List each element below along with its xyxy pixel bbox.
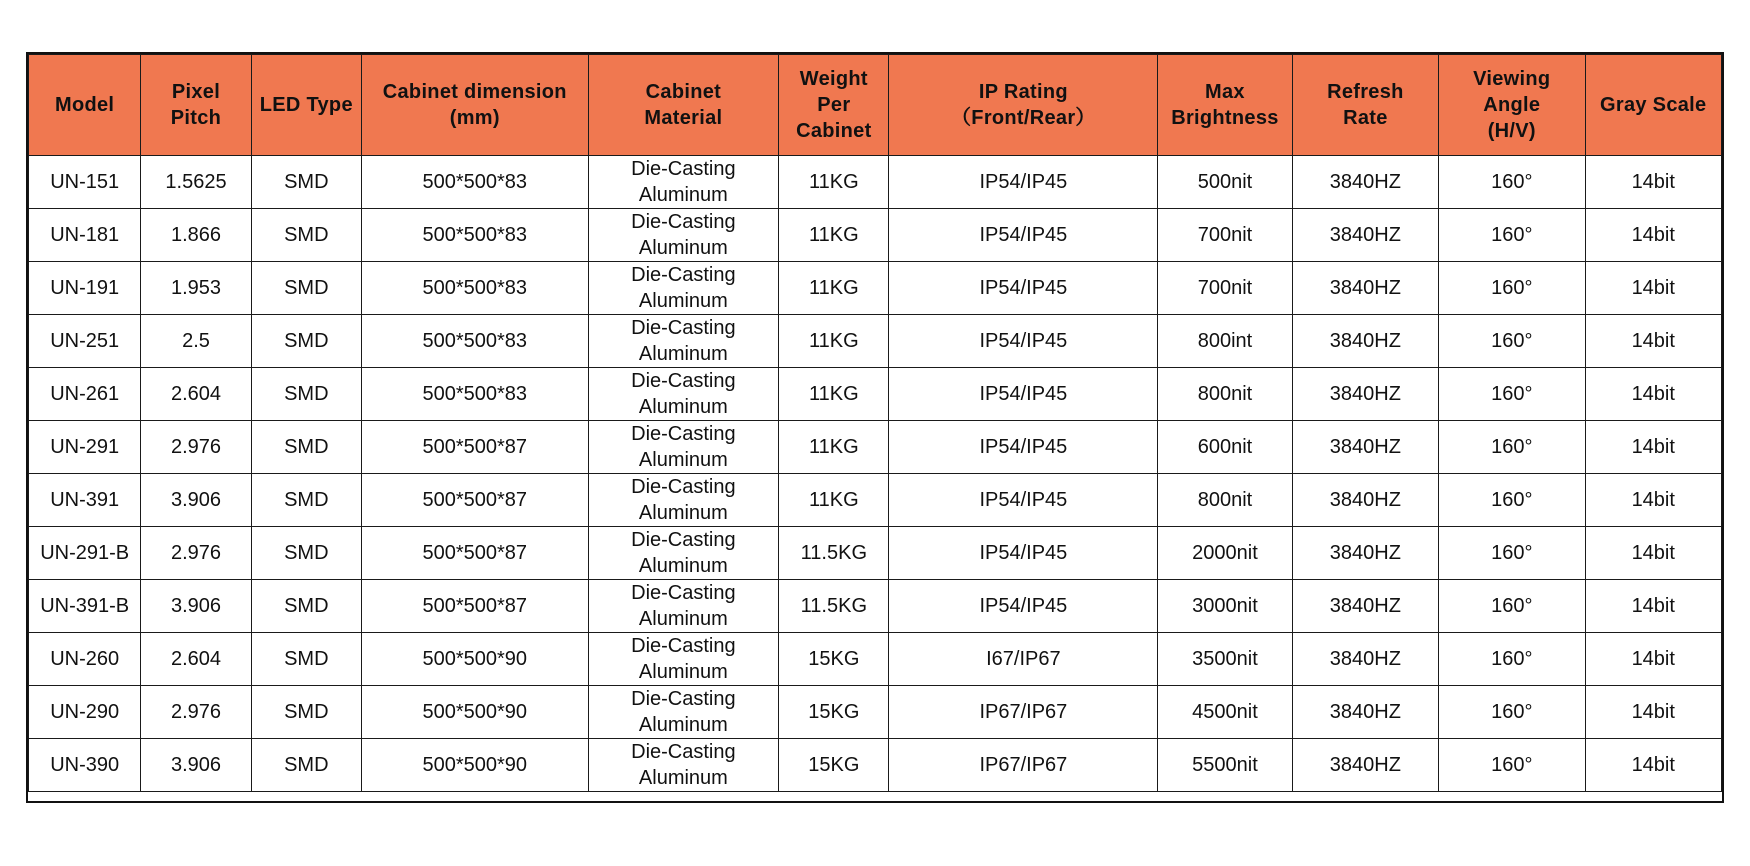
cell-pixel-pitch: 2.604 xyxy=(141,633,251,686)
cell-viewing-angle: 160° xyxy=(1439,527,1585,580)
cell-max-brightness: 800nit xyxy=(1158,474,1292,527)
header-label-line: (mm) xyxy=(449,107,500,129)
cell-model: UN-261 xyxy=(29,368,141,421)
material-line: Die-Casting xyxy=(631,264,736,286)
material-line: Die-Casting xyxy=(631,529,736,551)
table-row xyxy=(29,474,1722,527)
cell-led-type: SMD xyxy=(251,686,361,739)
cell-viewing-angle: 160° xyxy=(1439,209,1585,262)
cell-ip-rating: IP54/IP45 xyxy=(889,580,1158,633)
cell-gray-scale: 14bit xyxy=(1585,580,1722,633)
cell-weight: 15KG xyxy=(779,633,889,686)
cell-weight: 11KG xyxy=(779,209,889,262)
table-row xyxy=(29,421,1722,474)
cell-pixel-pitch: 2.976 xyxy=(141,421,251,474)
header-label-line: Viewing xyxy=(1473,68,1551,90)
cell-refresh-rate: 3840HZ xyxy=(1292,633,1438,686)
material-line: Die-Casting xyxy=(631,582,736,604)
cell-cabinet-material xyxy=(588,739,779,792)
cell-viewing-angle: 160° xyxy=(1439,580,1585,633)
material-line: Aluminum xyxy=(638,343,728,365)
cell-model: UN-390 xyxy=(29,739,141,792)
table-row xyxy=(29,262,1722,315)
cell-led-type: SMD xyxy=(251,209,361,262)
cell-refresh-rate: 3840HZ xyxy=(1292,580,1438,633)
header-viewing-angle xyxy=(1439,55,1585,156)
cell-model: UN-260 xyxy=(29,633,141,686)
cell-model: UN-181 xyxy=(29,209,141,262)
cell-model: UN-391 xyxy=(29,474,141,527)
cell-viewing-angle: 160° xyxy=(1439,368,1585,421)
cell-cabinet-dimension: 500*500*90 xyxy=(361,633,588,686)
material-line: Die-Casting xyxy=(631,211,736,233)
material-line: Die-Casting xyxy=(631,317,736,339)
cell-ip-rating: IP54/IP45 xyxy=(889,474,1158,527)
cell-ip-rating: IP67/IP67 xyxy=(889,739,1158,792)
cell-weight: 11KG xyxy=(779,156,889,209)
header-label-line: Brightness xyxy=(1171,107,1279,129)
cell-weight: 11KG xyxy=(779,368,889,421)
header-label-line: LED Type xyxy=(259,94,353,116)
cell-weight: 11KG xyxy=(779,474,889,527)
cell-pixel-pitch: 2.976 xyxy=(141,527,251,580)
cell-ip-rating: IP54/IP45 xyxy=(889,368,1158,421)
cell-weight: 11.5KG xyxy=(779,527,889,580)
cell-cabinet-material xyxy=(588,262,779,315)
cell-viewing-angle: 160° xyxy=(1439,262,1585,315)
cell-gray-scale: 14bit xyxy=(1585,686,1722,739)
header-label-line: Cabinet xyxy=(645,81,722,103)
material-line: Aluminum xyxy=(638,290,728,312)
cell-max-brightness: 700nit xyxy=(1158,209,1292,262)
table-row xyxy=(29,580,1722,633)
cell-weight: 11KG xyxy=(779,421,889,474)
header-weight-per-cabinet xyxy=(779,55,889,156)
cell-refresh-rate: 3840HZ xyxy=(1292,527,1438,580)
cell-max-brightness: 800int xyxy=(1158,315,1292,368)
material-line: Aluminum xyxy=(638,502,728,524)
cell-cabinet-dimension: 500*500*83 xyxy=(361,368,588,421)
header-pixel-pitch xyxy=(141,55,251,156)
cell-gray-scale: 14bit xyxy=(1585,739,1722,792)
material-line: Die-Casting xyxy=(631,688,736,710)
cell-gray-scale: 14bit xyxy=(1585,209,1722,262)
cell-ip-rating: IP67/IP67 xyxy=(889,686,1158,739)
table-body xyxy=(29,156,1722,792)
cell-gray-scale: 14bit xyxy=(1585,421,1722,474)
cell-cabinet-material xyxy=(588,633,779,686)
cell-model: UN-191 xyxy=(29,262,141,315)
cell-weight: 15KG xyxy=(779,686,889,739)
cell-led-type: SMD xyxy=(251,527,361,580)
cell-viewing-angle: 160° xyxy=(1439,315,1585,368)
cell-cabinet-dimension: 500*500*83 xyxy=(361,315,588,368)
material-line: Die-Casting xyxy=(631,423,736,445)
cell-led-type: SMD xyxy=(251,262,361,315)
spec-table-frame xyxy=(26,52,1724,803)
cell-cabinet-dimension: 500*500*87 xyxy=(361,580,588,633)
cell-model: UN-290 xyxy=(29,686,141,739)
cell-cabinet-material xyxy=(588,368,779,421)
cell-cabinet-dimension: 500*500*83 xyxy=(361,209,588,262)
cell-ip-rating: IP54/IP45 xyxy=(889,315,1158,368)
header-refresh-rate xyxy=(1292,55,1438,156)
cell-ip-rating: IP54/IP45 xyxy=(889,421,1158,474)
header-model xyxy=(29,55,141,156)
table-row xyxy=(29,739,1722,792)
header-label-line: Cabinet dimension xyxy=(382,81,567,103)
material-line: Aluminum xyxy=(638,714,728,736)
cell-max-brightness: 600nit xyxy=(1158,421,1292,474)
header-label-line: Pitch xyxy=(170,107,222,129)
cell-cabinet-material xyxy=(588,686,779,739)
table-row xyxy=(29,368,1722,421)
cell-pixel-pitch: 2.976 xyxy=(141,686,251,739)
cell-pixel-pitch: 1.5625 xyxy=(141,156,251,209)
cell-weight: 11.5KG xyxy=(779,580,889,633)
cell-cabinet-material xyxy=(588,527,779,580)
cell-led-type: SMD xyxy=(251,156,361,209)
material-line: Die-Casting xyxy=(631,158,736,180)
cell-max-brightness: 2000nit xyxy=(1158,527,1292,580)
header-label-line: (H/V) xyxy=(1487,120,1536,142)
header-led-type xyxy=(251,55,361,156)
table-row xyxy=(29,315,1722,368)
table-row xyxy=(29,527,1722,580)
header-label-line: Pixel xyxy=(171,81,221,103)
header-label-line: Material xyxy=(644,107,723,129)
cell-pixel-pitch: 2.604 xyxy=(141,368,251,421)
cell-weight: 15KG xyxy=(779,739,889,792)
header-row xyxy=(29,55,1722,156)
header-label-line: Cabinet xyxy=(796,120,872,142)
cell-cabinet-dimension: 500*500*83 xyxy=(361,156,588,209)
cell-viewing-angle: 160° xyxy=(1439,421,1585,474)
header-label-line: Per xyxy=(817,94,851,116)
material-line: Aluminum xyxy=(638,184,728,206)
cell-cabinet-material xyxy=(588,580,779,633)
cell-refresh-rate: 3840HZ xyxy=(1292,739,1438,792)
cell-refresh-rate: 3840HZ xyxy=(1292,315,1438,368)
cell-cabinet-dimension: 500*500*90 xyxy=(361,686,588,739)
cell-cabinet-material xyxy=(588,474,779,527)
table-row xyxy=(29,156,1722,209)
cell-cabinet-material xyxy=(588,421,779,474)
material-line: Die-Casting xyxy=(631,635,736,657)
cell-max-brightness: 3500nit xyxy=(1158,633,1292,686)
header-label-line: Model xyxy=(55,94,115,116)
material-line: Aluminum xyxy=(638,555,728,577)
cell-model: UN-391-B xyxy=(29,580,141,633)
header-label-line: Rate xyxy=(1343,107,1388,129)
header-gray-scale xyxy=(1585,55,1722,156)
cell-gray-scale: 14bit xyxy=(1585,633,1722,686)
cell-refresh-rate: 3840HZ xyxy=(1292,421,1438,474)
cell-cabinet-dimension: 500*500*87 xyxy=(361,527,588,580)
cell-max-brightness: 5500nit xyxy=(1158,739,1292,792)
cell-led-type: SMD xyxy=(251,633,361,686)
cell-max-brightness: 4500nit xyxy=(1158,686,1292,739)
cell-ip-rating: IP54/IP45 xyxy=(889,527,1158,580)
material-line: Aluminum xyxy=(638,661,728,683)
cell-cabinet-dimension: 500*500*90 xyxy=(361,739,588,792)
material-line: Die-Casting xyxy=(631,741,736,763)
cell-gray-scale: 14bit xyxy=(1585,315,1722,368)
cell-cabinet-material xyxy=(588,209,779,262)
cell-gray-scale: 14bit xyxy=(1585,474,1722,527)
cell-refresh-rate: 3840HZ xyxy=(1292,686,1438,739)
header-label-line: IP Rating xyxy=(978,81,1068,103)
cell-pixel-pitch: 3.906 xyxy=(141,580,251,633)
cell-gray-scale: 14bit xyxy=(1585,368,1722,421)
material-line: Aluminum xyxy=(638,449,728,471)
cell-cabinet-dimension: 500*500*87 xyxy=(361,421,588,474)
cell-viewing-angle: 160° xyxy=(1439,474,1585,527)
cell-led-type: SMD xyxy=(251,315,361,368)
header-label-line: Max xyxy=(1205,81,1245,103)
header-label-line: Weight xyxy=(799,68,868,90)
cell-viewing-angle: 160° xyxy=(1439,156,1585,209)
cell-cabinet-dimension: 500*500*87 xyxy=(361,474,588,527)
material-line: Die-Casting xyxy=(631,370,736,392)
cell-ip-rating: IP54/IP45 xyxy=(889,209,1158,262)
material-line: Aluminum xyxy=(638,767,728,789)
cell-gray-scale: 14bit xyxy=(1585,527,1722,580)
cell-led-type: SMD xyxy=(251,421,361,474)
material-line: Aluminum xyxy=(638,608,728,630)
cell-gray-scale: 14bit xyxy=(1585,156,1722,209)
cell-weight: 11KG xyxy=(779,315,889,368)
material-line: Aluminum xyxy=(638,396,728,418)
cell-pixel-pitch: 3.906 xyxy=(141,739,251,792)
cell-refresh-rate: 3840HZ xyxy=(1292,156,1438,209)
cell-model: UN-151 xyxy=(29,156,141,209)
cell-refresh-rate: 3840HZ xyxy=(1292,209,1438,262)
cell-pixel-pitch: 1.953 xyxy=(141,262,251,315)
cell-model: UN-291-B xyxy=(29,527,141,580)
header-label-line: Angle xyxy=(1483,94,1541,116)
material-line: Die-Casting xyxy=(631,476,736,498)
cell-cabinet-material xyxy=(588,315,779,368)
cell-refresh-rate: 3840HZ xyxy=(1292,474,1438,527)
header-label-line: Refresh xyxy=(1327,81,1404,103)
cell-max-brightness: 3000nit xyxy=(1158,580,1292,633)
header-label-line: Gray Scale xyxy=(1600,94,1707,116)
cell-led-type: SMD xyxy=(251,739,361,792)
cell-refresh-rate: 3840HZ xyxy=(1292,262,1438,315)
cell-model: UN-251 xyxy=(29,315,141,368)
cell-refresh-rate: 3840HZ xyxy=(1292,368,1438,421)
cell-ip-rating: IP54/IP45 xyxy=(889,156,1158,209)
cell-model: UN-291 xyxy=(29,421,141,474)
header-ip-rating xyxy=(889,55,1158,156)
led-cabinet-spec-table xyxy=(28,54,1722,792)
material-line: Aluminum xyxy=(638,237,728,259)
cell-max-brightness: 800nit xyxy=(1158,368,1292,421)
cell-cabinet-material xyxy=(588,156,779,209)
cell-led-type: SMD xyxy=(251,474,361,527)
table-row xyxy=(29,209,1722,262)
cell-ip-rating: IP54/IP45 xyxy=(889,262,1158,315)
cell-viewing-angle: 160° xyxy=(1439,633,1585,686)
cell-pixel-pitch: 1.866 xyxy=(141,209,251,262)
cell-ip-rating: I67/IP67 xyxy=(889,633,1158,686)
cell-viewing-angle: 160° xyxy=(1439,686,1585,739)
cell-led-type: SMD xyxy=(251,368,361,421)
table-row xyxy=(29,686,1722,739)
cell-led-type: SMD xyxy=(251,580,361,633)
cell-gray-scale: 14bit xyxy=(1585,262,1722,315)
header-cabinet-dimension xyxy=(361,55,588,156)
table-row xyxy=(29,633,1722,686)
cell-max-brightness: 700nit xyxy=(1158,262,1292,315)
cell-max-brightness: 500nit xyxy=(1158,156,1292,209)
cell-viewing-angle: 160° xyxy=(1439,739,1585,792)
header-label-line: （Front/Rear） xyxy=(951,107,1096,129)
header-max-brightness xyxy=(1158,55,1292,156)
header-cabinet-material xyxy=(588,55,779,156)
table-header xyxy=(29,55,1722,156)
cell-cabinet-dimension: 500*500*83 xyxy=(361,262,588,315)
cell-pixel-pitch: 2.5 xyxy=(141,315,251,368)
cell-weight: 11KG xyxy=(779,262,889,315)
cell-pixel-pitch: 3.906 xyxy=(141,474,251,527)
